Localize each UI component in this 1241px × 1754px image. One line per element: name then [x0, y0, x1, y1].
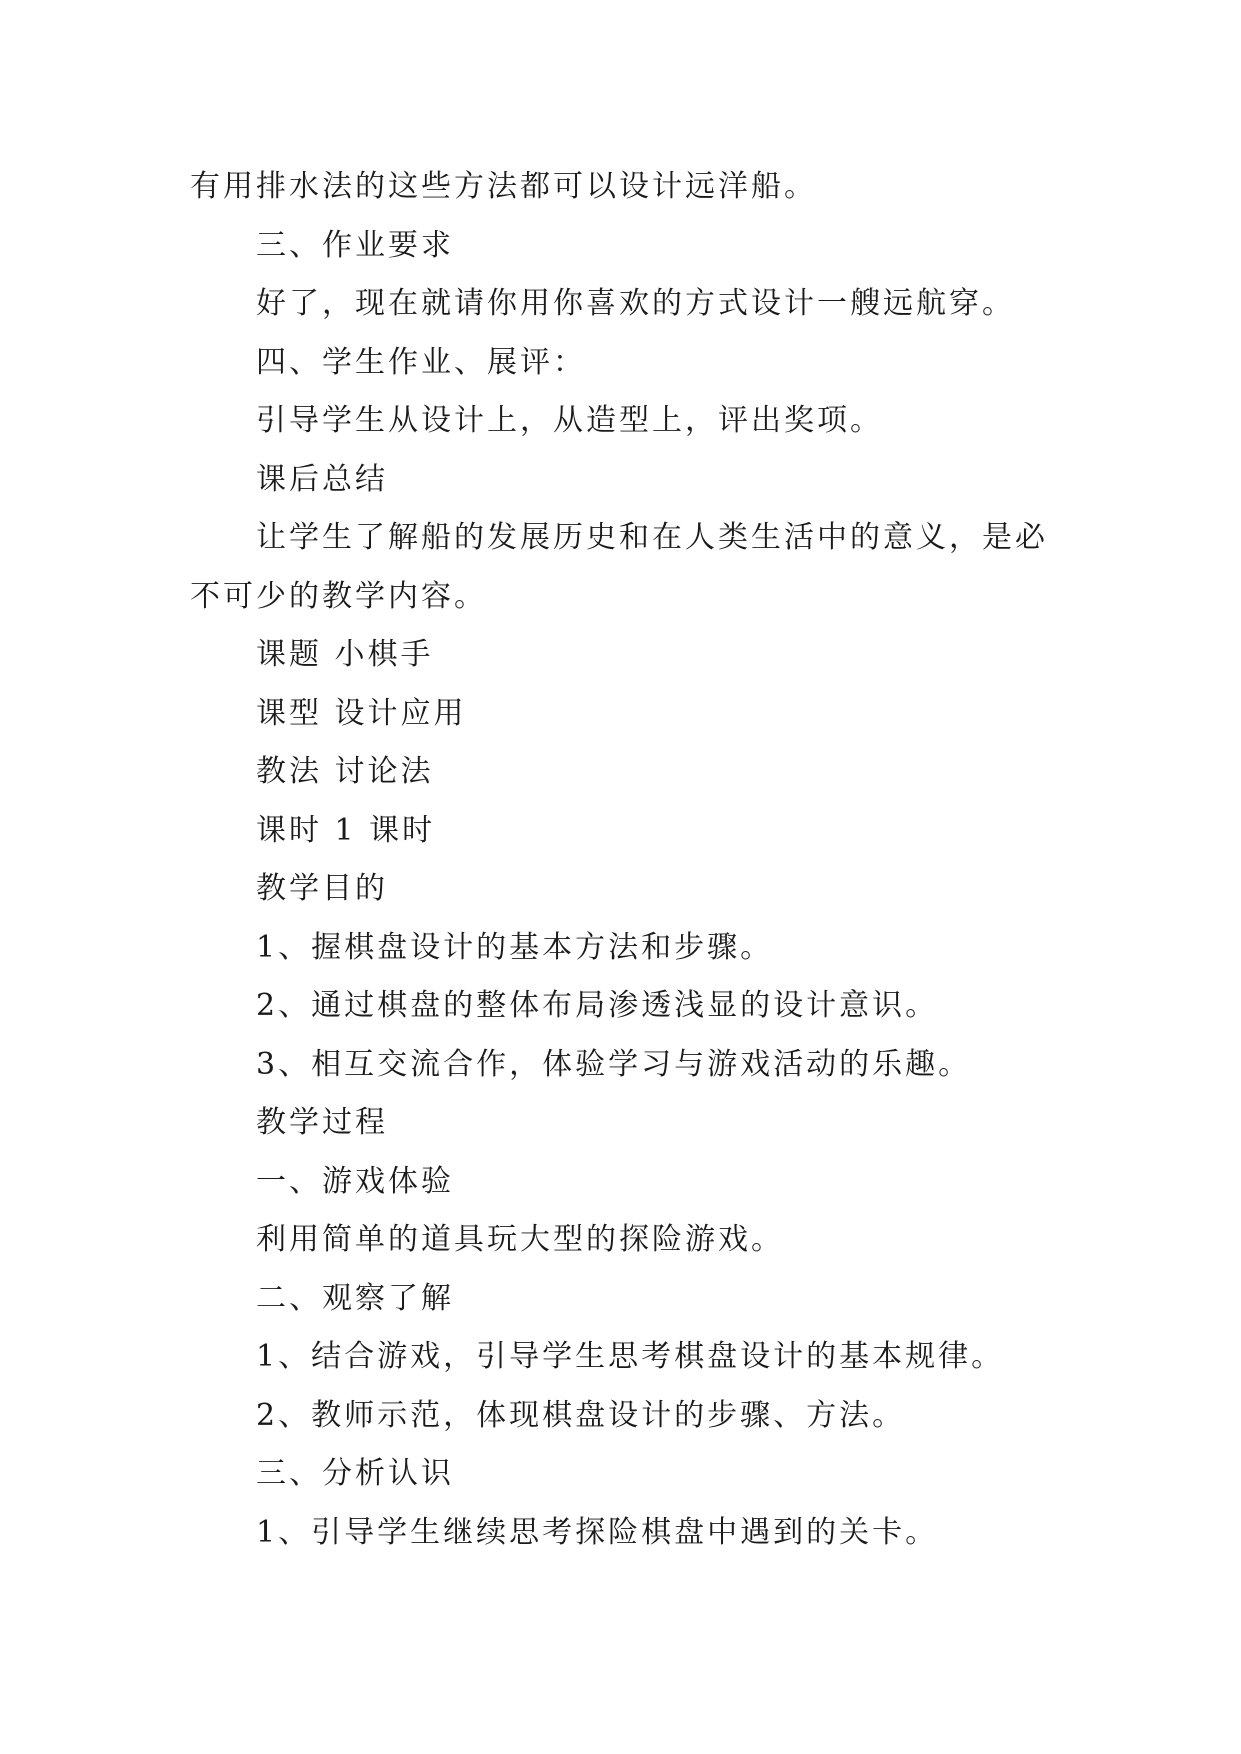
lesson-method: 教法 讨论法	[256, 754, 434, 789]
list-item: 2、通过棋盘的整体布局渗透浅显的设计意识。	[256, 988, 939, 1023]
list-item: 1、引导学生继续思考探险棋盘中遇到的关卡。	[256, 1514, 939, 1550]
list-item: 3、相互交流合作，体验学习与游戏活动的乐趣。	[256, 1046, 972, 1082]
list-item: 2、教师示范，体现棋盘设计的步骤、方法。	[256, 1397, 906, 1433]
document-body	[190, 158, 1060, 1562]
lesson-hours: 课时 1 课时	[256, 812, 436, 848]
section-heading: 二、观察了解	[256, 1280, 454, 1316]
section-heading: 四、学生作业、展评：	[256, 344, 586, 380]
section-heading: 教学目的	[256, 871, 388, 906]
section-heading: 课后总结	[256, 461, 388, 497]
section-heading: 三、分析认识	[256, 1456, 454, 1491]
lesson-topic: 课题 小棋手	[256, 637, 434, 672]
section-heading: 教学过程	[256, 1105, 388, 1140]
list-item: 1、结合游戏，引导学生思考棋盘设计的基本规律。	[256, 1339, 1005, 1374]
lesson-type: 课型 设计应用	[256, 695, 467, 731]
text-line: 利用简单的道具玩大型的探险游戏。	[256, 1222, 784, 1257]
list-item: 1、握棋盘设计的基本方法和步骤。	[256, 929, 774, 965]
text-line: 让学生了解船的发展历史和在人类生活中的意义，是必	[256, 520, 1048, 555]
section-heading: 三、作业要求	[256, 227, 454, 263]
text-line: 好了，现在就请你用你喜欢的方式设计一艘远航穿。	[256, 286, 1015, 321]
section-heading: 一、游戏体验	[256, 1163, 454, 1199]
text-line: 引导学生从设计上，从造型上，评出奖项。	[256, 403, 883, 438]
text-line: 不可少的教学内容。	[190, 578, 487, 614]
text-line: 有用排水法的这些方法都可以设计远洋船。	[190, 169, 817, 204]
